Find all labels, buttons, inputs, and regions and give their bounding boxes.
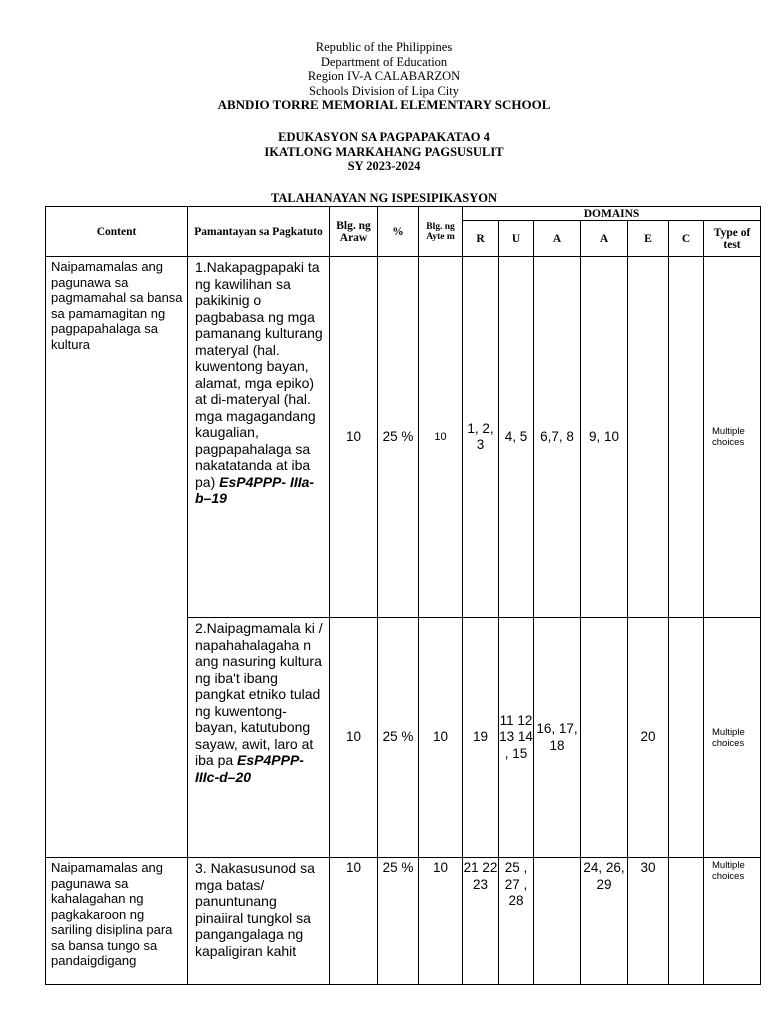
table-row <box>46 257 761 618</box>
region-line: Region IV-A CALABARZON <box>307 69 461 83</box>
division-line: Schools Division of Lipa City <box>309 83 459 98</box>
u-cell: 25 , 27 , 28 <box>499 858 534 985</box>
a1-cell <box>534 858 581 985</box>
c-cell <box>669 858 704 985</box>
percent-cell: 25 % <box>378 858 419 985</box>
test-type-cell: Multiple choices <box>704 257 761 618</box>
table-title <box>0 191 768 205</box>
standard-text: 1.Nakapagpapaki ta ng kawilihan sa pakikinig o pagbabasa ng mga pamanang kulturang materyal (hal. kuwentong bayan, alamat, mga epiko) at di-materyal (hal. mga magagandang kaugalian, pagpapahalaga sa nakatatanda at iba pa) <box>195 259 323 490</box>
days-cell: 10 <box>330 858 378 985</box>
a2-cell: 9, 10 <box>581 257 628 618</box>
content-cell: Naipamamalas ang pagunawa sa kahalagahan ng pagkakaroon ng sariling disiplina para sa bansa tungo sa pandaigdigang <box>46 858 188 985</box>
table-title-text: TALAHANAYAN NG ISPESIPIKASYON <box>271 191 497 205</box>
standard-cell <box>188 257 330 618</box>
header-a1: A <box>534 221 581 257</box>
e-cell: 20 <box>628 618 669 858</box>
items-cell: 10 <box>419 257 463 618</box>
school-year: SY 2023-2024 <box>347 159 421 173</box>
letterhead <box>0 40 768 113</box>
standard-text: 2.Naipagmamala ki / napahahalagaha n ang nasuring kultura ng iba't ibang pangkat etniko tulad ng kuwentong-bayan, katutubong sayaw, awit, laro at iba pa <box>195 620 323 768</box>
competency-code: EsP4PPP- IIIc-d–20 <box>195 752 304 785</box>
items-cell: 10 <box>419 618 463 858</box>
a2-cell: 24, 26, 29 <box>581 858 628 985</box>
school-name: ABNDIO TORRE MEMORIAL ELEMENTARY SCHOOL <box>217 97 551 112</box>
republic-line: Republic of the Philippines <box>315 40 453 54</box>
a1-cell: 16, 17, 18 <box>534 618 581 858</box>
standard-cell <box>188 618 330 858</box>
r-cell: 19 <box>463 618 499 858</box>
e-cell <box>628 257 669 618</box>
content-cell: Naipamamalas ang pagunawa sa pagmamahal sa bansa sa pamamagitan ng pagpapahalaga sa kultura <box>46 257 188 858</box>
percent-cell: 25 % <box>378 618 419 858</box>
competency-code: EsP4PPP- IIIa-b–19 <box>195 473 315 506</box>
a2-cell <box>581 618 628 858</box>
items-cell: 10 <box>419 858 463 985</box>
header-type: Type of test <box>704 221 761 257</box>
header-standard: Pamantayan sa Pagkatuto <box>188 207 330 257</box>
test-type-cell: Multiple choices <box>704 858 761 985</box>
table-row <box>46 858 761 985</box>
u-cell: 11 12 13 14 , 15 <box>499 618 534 858</box>
e-cell: 30 <box>628 858 669 985</box>
standard-cell: 3. Nakasusunod sa mga batas/ panuntunang pinaiiral tungkol sa pangangalaga ng kapaligiran kahit <box>188 858 330 985</box>
exam-title: IKATLONG MARKAHANG PAGSUSULIT <box>264 144 504 159</box>
days-cell: 10 <box>330 618 378 858</box>
header-c: C <box>669 221 704 257</box>
header-domains: DOMAINS <box>463 207 761 221</box>
subject-title: EDUKASYON SA PAGPAPAKATAO 4 <box>278 130 490 144</box>
u-cell: 4, 5 <box>499 257 534 618</box>
header-u: U <box>499 221 534 257</box>
percent-cell: 25 % <box>378 257 419 618</box>
a1-cell: 6,7, 8 <box>534 257 581 618</box>
r-cell: 1, 2, 3 <box>463 257 499 618</box>
header-e: E <box>628 221 669 257</box>
c-cell <box>669 618 704 858</box>
r-cell: 21 22 23 <box>463 858 499 985</box>
c-cell <box>669 257 704 618</box>
header-a2: A <box>581 221 628 257</box>
specification-table <box>45 206 761 985</box>
header-r: R <box>463 221 499 257</box>
exam-heading <box>0 130 768 174</box>
department-line: Department of Education <box>320 54 448 69</box>
days-cell: 10 <box>330 257 378 618</box>
test-type-cell: Multiple choices <box>704 618 761 858</box>
header-items: Blg. ng Ayte m <box>419 207 463 257</box>
header-content: Content <box>46 207 188 257</box>
header-days: Blg. ng Araw <box>330 207 378 257</box>
header-percent: % <box>378 207 419 257</box>
